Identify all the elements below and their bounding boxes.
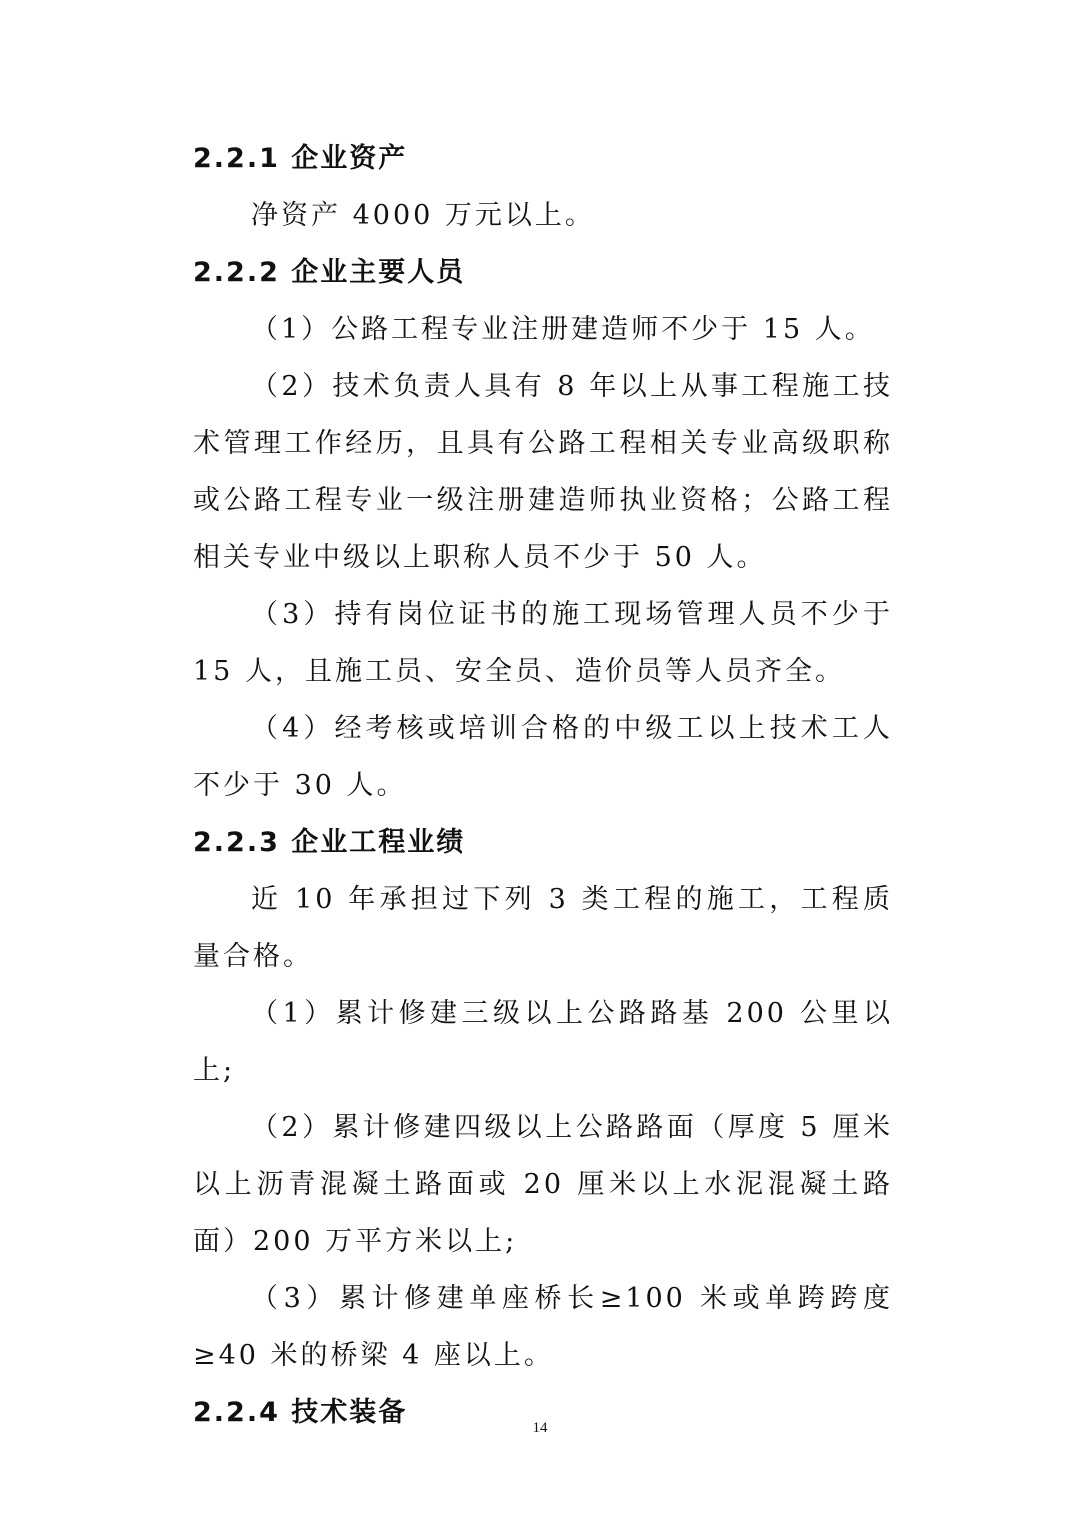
section-heading-2-2-1: 2.2.1 企业资产 [193,143,408,174]
section-heading-2-2-4: 2.2.4 技术装备 [193,1397,408,1428]
paragraph-staff-item-1: （1）公路工程专业注册建造师不少于 15 人。 [251,314,875,345]
paragraph-performance-item-2: （2）累计修建四级以上公路路面（厚度 5 厘米以上沥青混凝土路面或 20 厘米以上水泥混凝土路面）200 万平方米以上; [193,1112,893,1257]
paragraph-staff-item-3: （3）持有岗位证书的施工现场管理人员不少于 15 人，且施工员、安全员、造价员等人员齐全。 [193,599,893,687]
paragraph-performance-item-3: （3）累计修建单座桥长≥100 米或单跨跨度≥40 米的桥梁 4 座以上。 [193,1283,893,1371]
section-heading-2-2-3: 2.2.3 企业工程业绩 [193,827,466,858]
paragraph-staff-item-4: （4）经考核或培训合格的中级工以上技术工人不少于 30 人。 [193,713,893,801]
section-heading-2-2-2: 2.2.2 企业主要人员 [193,257,466,288]
paragraph-staff-item-2: （2）技术负责人具有 8 年以上从事工程施工技术管理工作经历，且具有公路工程相关专业高级职称或公路工程专业一级注册建造师执业资格；公路工程相关专业中级以上职称人员不少于 50 人。 [193,371,893,573]
text-body [193,130,893,1441]
paragraph-net-assets: 净资产 4000 万元以上。 [251,200,595,231]
paragraph-performance-item-1: （1）累计修建三级以上公路路基 200 公里以上; [193,998,893,1086]
page-number: 14 [532,1420,548,1436]
paragraph-performance-intro: 近 10 年承担过下列 3 类工程的施工，工程质量合格。 [193,884,893,972]
